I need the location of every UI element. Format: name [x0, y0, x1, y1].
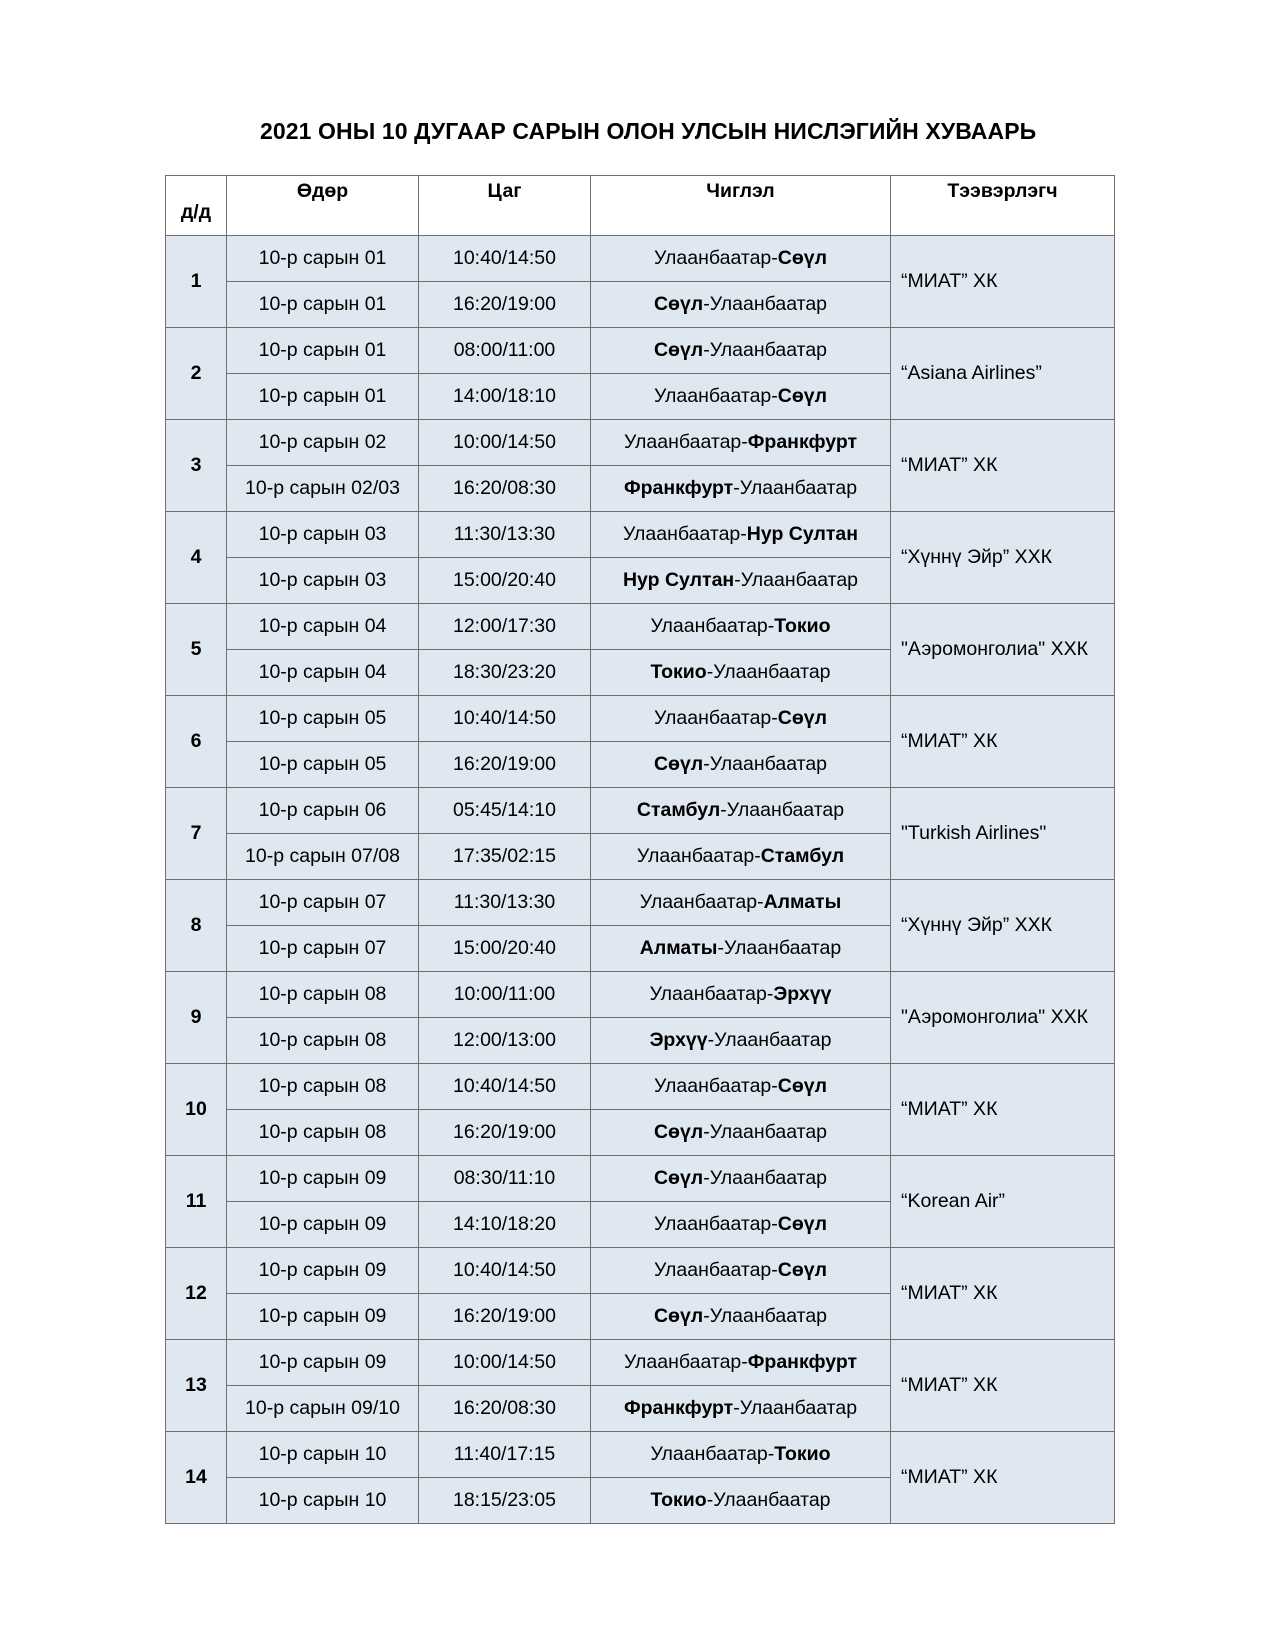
route-separator: -: [733, 1397, 740, 1419]
route-origin: Улаанбаатар: [653, 1075, 772, 1097]
time-cell: 16:20/08:30: [419, 466, 591, 512]
day-cell: 10-р сарын 03: [227, 558, 419, 604]
route-destination: Улаанбаатар: [713, 661, 831, 683]
route-origin: Сөүл: [653, 293, 704, 315]
route-cell: [591, 1248, 891, 1294]
route-separator: -: [771, 1075, 778, 1097]
table-row: [166, 696, 1115, 742]
route-separator: -: [771, 247, 778, 269]
route-destination: Нур Султан: [746, 523, 859, 545]
route-origin: Улаанбаатар: [639, 891, 758, 913]
route-cell: [591, 558, 891, 604]
route-separator: -: [703, 1305, 710, 1327]
route-separator: -: [754, 845, 761, 867]
route-cell: [591, 1156, 891, 1202]
route-cell: [591, 834, 891, 880]
time-cell: 10:40/14:50: [419, 236, 591, 282]
day-cell: 10-р сарын 01: [227, 328, 419, 374]
time-cell: 11:40/17:15: [419, 1432, 591, 1478]
row-number: 12: [166, 1248, 227, 1340]
route-origin: Токио: [650, 661, 707, 683]
day-cell: 10-р сарын 05: [227, 742, 419, 788]
route-cell: [591, 696, 891, 742]
route-separator: -: [703, 1121, 710, 1143]
time-cell: 16:20/19:00: [419, 1110, 591, 1156]
route-origin: Улаанбаатар: [623, 1351, 742, 1373]
table-row: [166, 420, 1115, 466]
route-destination: Улаанбаатар: [709, 1121, 828, 1143]
row-number: 6: [166, 696, 227, 788]
route-origin: Стамбул: [636, 799, 721, 821]
route-separator: -: [734, 569, 741, 591]
table-row: [166, 880, 1115, 926]
day-cell: 10-р сарын 08: [227, 1064, 419, 1110]
route-cell: [591, 466, 891, 512]
route-origin: Улаанбаатар: [623, 431, 742, 453]
row-number: 13: [166, 1340, 227, 1432]
time-cell: 14:10/18:20: [419, 1202, 591, 1248]
table-row: [166, 1156, 1115, 1202]
route-separator: -: [771, 707, 778, 729]
route-origin: Эрхүү: [649, 1029, 708, 1051]
header-num: д/д: [166, 176, 227, 236]
time-cell: 16:20/19:00: [419, 742, 591, 788]
row-number: 9: [166, 972, 227, 1064]
route-cell: [591, 374, 891, 420]
route-origin: Улаанбаатар: [653, 707, 772, 729]
carrier-cell: “МИАТ” ХК: [891, 1432, 1115, 1524]
route-origin: Сөүл: [653, 1121, 704, 1143]
route-separator: -: [767, 1443, 775, 1465]
route-cell: [591, 1110, 891, 1156]
header-day: Өдөр: [227, 176, 419, 236]
table-body: [166, 236, 1115, 1524]
route-destination: Сөүл: [777, 1075, 828, 1097]
carrier-cell: “МИАТ” ХК: [891, 1248, 1115, 1340]
day-cell: 10-р сарын 07: [227, 926, 419, 972]
route-destination: Улаанбаатар: [709, 339, 828, 361]
route-separator: -: [757, 891, 764, 913]
route-cell: [591, 1386, 891, 1432]
table-row: [166, 1340, 1115, 1386]
route-origin: Улаанбаатар: [653, 1259, 772, 1281]
day-cell: 10-р сарын 01: [227, 236, 419, 282]
route-origin: Франкфурт: [623, 1397, 734, 1419]
route-destination: Улаанбаатар: [709, 1305, 828, 1327]
route-destination: Улаанбаатар: [709, 293, 828, 315]
route-destination: Алматы: [763, 891, 842, 913]
table-row: [166, 1064, 1115, 1110]
day-cell: 10-р сарын 05: [227, 696, 419, 742]
row-number: 1: [166, 236, 227, 328]
route-cell: [591, 282, 891, 328]
table-row: [166, 512, 1115, 558]
time-cell: 18:15/23:05: [419, 1478, 591, 1524]
route-cell: [591, 512, 891, 558]
time-cell: 10:00/14:50: [419, 420, 591, 466]
route-destination: Токио: [774, 1443, 831, 1465]
day-cell: 10-р сарын 07/08: [227, 834, 419, 880]
route-destination: Франкфурт: [747, 431, 858, 453]
header-route: Чиглэл: [591, 176, 891, 236]
route-origin: Алматы: [639, 937, 718, 959]
route-origin: Сөүл: [653, 1305, 704, 1327]
time-cell: 11:30/13:30: [419, 512, 591, 558]
route-cell: [591, 880, 891, 926]
route-separator: -: [706, 661, 714, 683]
route-origin: Сөүл: [653, 339, 704, 361]
day-cell: 10-р сарын 09: [227, 1156, 419, 1202]
route-separator: -: [706, 1489, 714, 1511]
route-destination: Улаанбаатар: [740, 569, 859, 591]
row-number: 5: [166, 604, 227, 696]
route-destination: Сөүл: [777, 1259, 828, 1281]
table-row: [166, 1432, 1115, 1478]
carrier-cell: “Хүннү Эйр” ХХК: [891, 512, 1115, 604]
day-cell: 10-р сарын 01: [227, 374, 419, 420]
carrier-cell: "Аэромонголиа" ХХК: [891, 972, 1115, 1064]
day-cell: 10-р сарын 09/10: [227, 1386, 419, 1432]
row-number: 7: [166, 788, 227, 880]
route-destination: Франкфурт: [747, 1351, 858, 1373]
route-separator: -: [703, 339, 710, 361]
route-cell: [591, 926, 891, 972]
row-number: 10: [166, 1064, 227, 1156]
route-cell: [591, 604, 891, 650]
route-origin: Улаанбаатар: [653, 247, 772, 269]
route-separator: -: [771, 385, 778, 407]
time-cell: 15:00/20:40: [419, 558, 591, 604]
time-cell: 14:00/18:10: [419, 374, 591, 420]
table-row: [166, 1248, 1115, 1294]
day-cell: 10-р сарын 10: [227, 1432, 419, 1478]
time-cell: 05:45/14:10: [419, 788, 591, 834]
day-cell: 10-р сарын 06: [227, 788, 419, 834]
route-cell: [591, 742, 891, 788]
row-number: 2: [166, 328, 227, 420]
route-cell: [591, 1340, 891, 1386]
route-cell: [591, 420, 891, 466]
day-cell: 10-р сарын 02/03: [227, 466, 419, 512]
route-separator: -: [707, 1029, 715, 1051]
day-cell: 10-р сарын 03: [227, 512, 419, 558]
route-cell: [591, 650, 891, 696]
row-number: 8: [166, 880, 227, 972]
route-cell: [591, 236, 891, 282]
route-destination: Сөүл: [777, 385, 828, 407]
route-separator: -: [703, 1167, 710, 1189]
header-time: Цаг: [419, 176, 591, 236]
route-origin: Нур Султан: [622, 569, 735, 591]
time-cell: 16:20/19:00: [419, 1294, 591, 1340]
route-destination: Улаанбаатар: [709, 1167, 828, 1189]
route-origin: Улаанбаатар: [636, 845, 755, 867]
header-carrier: Тээвэрлэгч: [891, 176, 1115, 236]
route-destination: Улаанбаатар: [739, 477, 858, 499]
route-cell: [591, 788, 891, 834]
route-destination: Улаанбаатар: [726, 799, 845, 821]
table-row: [166, 328, 1115, 374]
time-cell: 10:40/14:50: [419, 1064, 591, 1110]
day-cell: 10-р сарын 09: [227, 1340, 419, 1386]
carrier-cell: “МИАТ” ХК: [891, 236, 1115, 328]
route-separator: -: [740, 523, 747, 545]
day-cell: 10-р сарын 04: [227, 650, 419, 696]
day-cell: 10-р сарын 08: [227, 1018, 419, 1064]
route-origin: Улаанбаатар: [650, 1443, 768, 1465]
route-destination: Стамбул: [760, 845, 845, 867]
time-cell: 10:40/14:50: [419, 1248, 591, 1294]
route-separator: -: [771, 1213, 778, 1235]
time-cell: 10:40/14:50: [419, 696, 591, 742]
table-row: [166, 788, 1115, 834]
route-separator: -: [720, 799, 727, 821]
route-destination: Улаанбаатар: [723, 937, 842, 959]
carrier-cell: “МИАТ” ХК: [891, 1064, 1115, 1156]
route-destination: Улаанбаатар: [714, 1029, 832, 1051]
row-number: 11: [166, 1156, 227, 1248]
route-origin: Сөүл: [653, 753, 704, 775]
route-destination: Улаанбаатар: [739, 1397, 858, 1419]
day-cell: 10-р сарын 01: [227, 282, 419, 328]
carrier-cell: “МИАТ” ХК: [891, 420, 1115, 512]
route-destination: Эрхүү: [773, 983, 832, 1005]
carrier-cell: “МИАТ” ХК: [891, 696, 1115, 788]
carrier-cell: “Asiana Airlines”: [891, 328, 1115, 420]
flight-schedule-table: [165, 175, 1115, 1524]
route-destination: Сөүл: [777, 247, 828, 269]
route-cell: [591, 972, 891, 1018]
route-cell: [591, 1478, 891, 1524]
carrier-cell: “Хүннү Эйр” ХХК: [891, 880, 1115, 972]
day-cell: 10-р сарын 10: [227, 1478, 419, 1524]
time-cell: 18:30/23:20: [419, 650, 591, 696]
route-cell: [591, 328, 891, 374]
time-cell: 16:20/08:30: [419, 1386, 591, 1432]
page-title: 2021 ОНЫ 10 ДУГААР САРЫН ОЛОН УЛСЫН НИСЛЭГИЙН ХУВААРЬ: [260, 118, 1037, 144]
route-separator: -: [717, 937, 724, 959]
route-origin: Улаанбаатар: [650, 615, 768, 637]
row-number: 14: [166, 1432, 227, 1524]
route-origin: Франкфурт: [623, 477, 734, 499]
route-separator: -: [767, 615, 775, 637]
route-destination: Токио: [774, 615, 831, 637]
day-cell: 10-р сарын 09: [227, 1294, 419, 1340]
route-cell: [591, 1018, 891, 1064]
route-separator: -: [771, 1259, 778, 1281]
route-cell: [591, 1064, 891, 1110]
route-origin: Токио: [650, 1489, 707, 1511]
time-cell: 11:30/13:30: [419, 880, 591, 926]
time-cell: 10:00/14:50: [419, 1340, 591, 1386]
route-separator: -: [741, 1351, 748, 1373]
time-cell: 15:00/20:40: [419, 926, 591, 972]
carrier-cell: “Korean Air”: [891, 1156, 1115, 1248]
route-cell: [591, 1432, 891, 1478]
route-destination: Улаанбаатар: [709, 753, 828, 775]
route-destination: Улаанбаатар: [713, 1489, 831, 1511]
table-row: [166, 236, 1115, 282]
route-destination: Сөүл: [777, 707, 828, 729]
carrier-cell: "Аэромонголиа" ХХК: [891, 604, 1115, 696]
day-cell: 10-р сарын 09: [227, 1202, 419, 1248]
day-cell: 10-р сарын 07: [227, 880, 419, 926]
route-origin: Улаанбаатар: [653, 385, 772, 407]
route-separator: -: [703, 753, 710, 775]
route-origin: Улаанбаатар: [653, 1213, 772, 1235]
route-origin: Улаанбаатар: [649, 983, 767, 1005]
day-cell: 10-р сарын 02: [227, 420, 419, 466]
table-header-row: [166, 176, 1115, 236]
row-number: 3: [166, 420, 227, 512]
time-cell: 10:00/11:00: [419, 972, 591, 1018]
carrier-cell: "Turkish Airlines": [891, 788, 1115, 880]
time-cell: 08:30/11:10: [419, 1156, 591, 1202]
day-cell: 10-р сарын 08: [227, 1110, 419, 1156]
route-separator: -: [733, 477, 740, 499]
day-cell: 10-р сарын 08: [227, 972, 419, 1018]
carrier-cell: “МИАТ” ХК: [891, 1340, 1115, 1432]
time-cell: 12:00/17:30: [419, 604, 591, 650]
table-row: [166, 972, 1115, 1018]
route-destination: Сөүл: [777, 1213, 828, 1235]
day-cell: 10-р сарын 09: [227, 1248, 419, 1294]
time-cell: 17:35/02:15: [419, 834, 591, 880]
route-separator: -: [703, 293, 710, 315]
time-cell: 08:00/11:00: [419, 328, 591, 374]
route-separator: -: [741, 431, 748, 453]
day-cell: 10-р сарын 04: [227, 604, 419, 650]
route-cell: [591, 1202, 891, 1248]
route-cell: [591, 1294, 891, 1340]
time-cell: 16:20/19:00: [419, 282, 591, 328]
time-cell: 12:00/13:00: [419, 1018, 591, 1064]
route-origin: Улаанбаатар: [622, 523, 741, 545]
route-separator: -: [766, 983, 774, 1005]
route-origin: Сөүл: [653, 1167, 704, 1189]
table-row: [166, 604, 1115, 650]
row-number: 4: [166, 512, 227, 604]
